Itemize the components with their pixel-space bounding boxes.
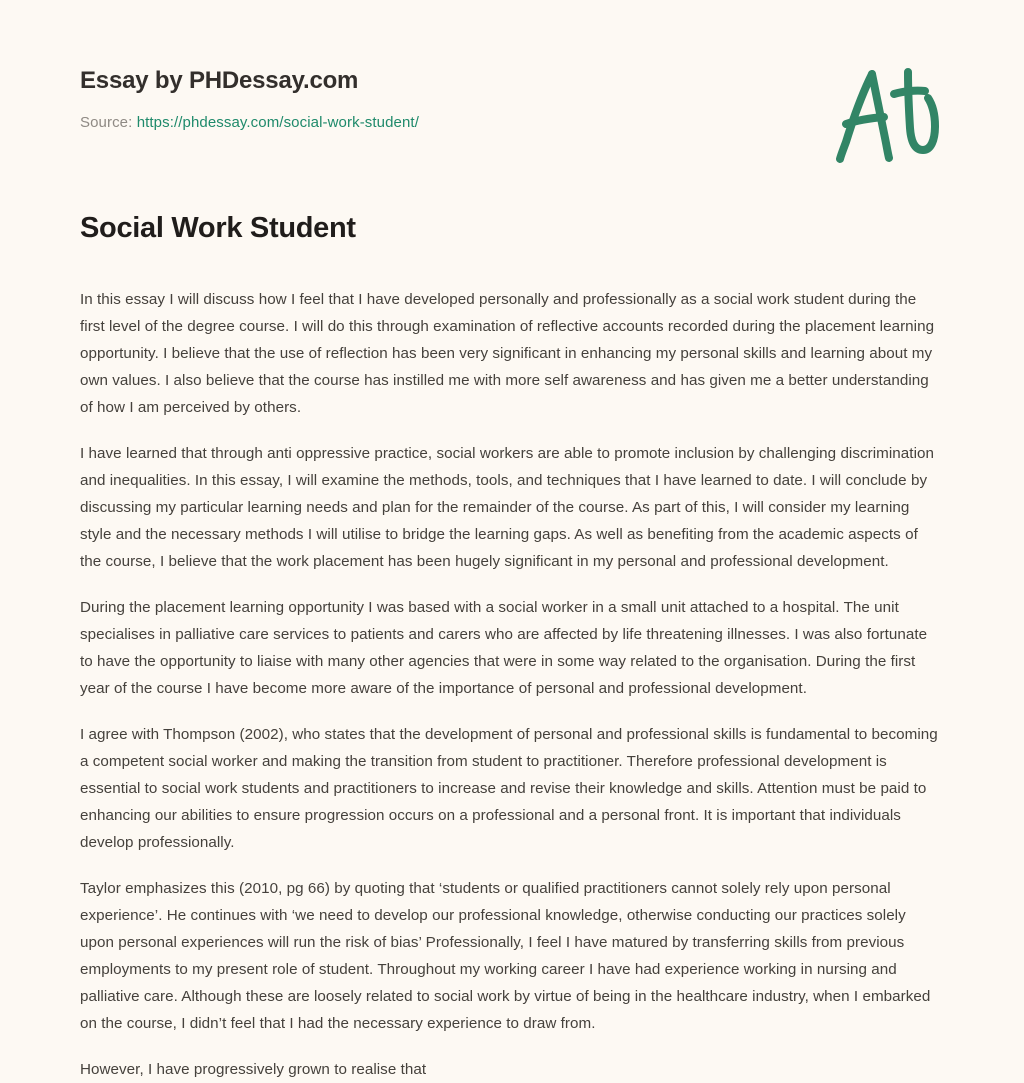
source-label: Source: xyxy=(80,114,133,131)
article-body xyxy=(80,246,942,1083)
paragraph: During the placement learning opportunity I was based with a social worker in a small unit attached to a hospital. The unit specialises in palliative care services to patients and carers who are affected by life threatening illnesses. I was also fortunate to have the opportunity to liaise with many other agencies that were in some way related to the organisation. During the first year of the course I have become more aware of the importance of personal and professional development. xyxy=(80,598,928,697)
paragraph: I agree with Thompson (2002), who states that the development of personal and professional skills is fundamental to becoming a competent social worker and making the transition from student to practitioner. Therefore professional development is essential to social work students and practitioners to increase and revise their knowledge and skills. Attention must be paid to enhancing our abilities to ensure progression occurs on a professional and a personal front. It is important that individuals develop professionally. xyxy=(80,725,938,851)
paragraph: In this essay I will discuss how I feel that I have developed personally and professionally as a social work student during the first level of the degree course. I will do this through examination of reflective accounts recorded during the placement learning opportunity. I believe that the use of reflection has been very significant in enhancing my personal skills and learning about my own values. I also believe that the course has instilled me with more self awareness and has given me a better understanding of how I am perceived by others. xyxy=(80,290,935,416)
brand-title: Essay by PHDessay.com xyxy=(80,67,359,94)
paragraph: However, I have progressively grown to realise that xyxy=(80,1060,427,1078)
paragraph: Taylor emphasizes this (2010, pg 66) by quoting that ‘students or qualified practitioners cannot solely rely upon personal experience’. He continues with ‘we need to develop our professional knowledge, otherwise conducting our practices solely upon personal experiences will run the risk of bias’ Professionally, I feel I have matured by transferring skills from previous employments to my present role of student. Throughout my working career I have had experience working in nursing and palliative care. Although these are loosely related to social work by virtue of being in the healthcare industry, when I embarked on the course, I didn’t feel that I had the necessary experience to draw from. xyxy=(80,879,931,1032)
paragraph: I have learned that through anti oppressive practice, social workers are able to promote inclusion by challenging discrimination and inequalities. In this essay, I will examine the methods, tools, and techniques that I have learned to date. I will conclude by discussing my particular learning needs and plan for the remainder of the course. As part of this, I will consider my learning style and the necessary methods I will utilise to bridge the learning gaps. As well as benefiting from the academic aspects of the course, I believe that the work placement has been hugely significant in my personal and professional development. xyxy=(80,444,934,570)
page-title: Social Work Student xyxy=(80,212,356,244)
document-header xyxy=(80,0,944,133)
source-url-link[interactable]: https://phdessay.com/social-work-student/ xyxy=(136,114,419,131)
source-line xyxy=(80,112,944,133)
